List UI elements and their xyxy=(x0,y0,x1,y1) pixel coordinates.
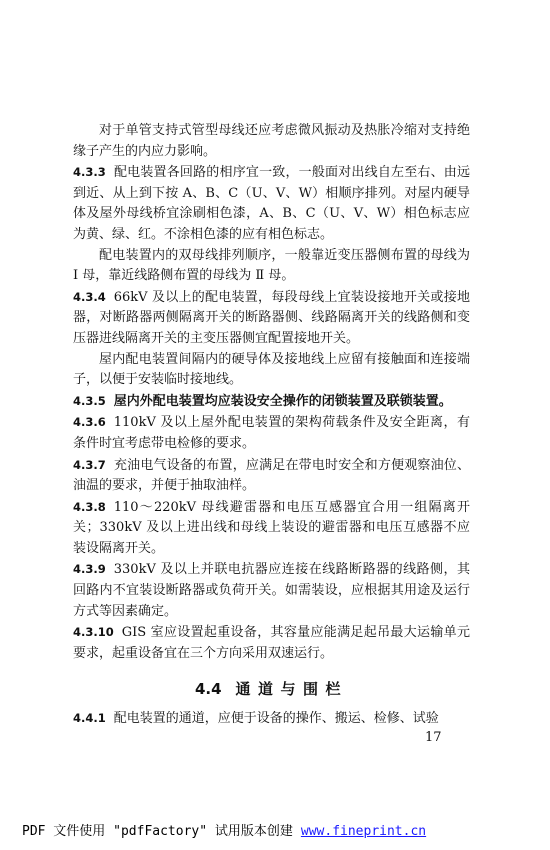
section-heading xyxy=(73,678,470,700)
clause-text: 配电装置的通道，应便于设备的操作、搬运、检修、试验 xyxy=(113,711,439,727)
clause-number: 4.3.9 xyxy=(73,562,106,577)
clause-text: 66kV 及以上的配电装置，每段母线上宜装设接地开关或接地器，对断路器两侧隔离开关的断路器侧、线路隔离开关的线路侧和变压器进线隔离开关的主变压器侧宜配置接地开关。 xyxy=(73,289,470,346)
page-number: 17 xyxy=(425,730,442,745)
paragraph xyxy=(73,350,470,391)
clause-4-3-8 xyxy=(73,497,470,560)
clause-4-3-4 xyxy=(73,287,470,350)
paragraph xyxy=(73,246,470,287)
clause-number: 4.3.4 xyxy=(73,289,106,304)
clause-text: 对于单管支持式管型母线还应考虑微风振动及热胀冷缩对支持绝缘子产生的内应力影响。 xyxy=(73,123,470,159)
clause-number: 4.3.7 xyxy=(73,457,106,472)
clause-text: 330kV 及以上并联电抗器应连接在线路断路器的线路侧，其回路内不宜装设断路器或负荷开关。如需装设，应根据其用途及运行方式等因素确定。 xyxy=(73,562,470,619)
clause-4-4-1 xyxy=(73,708,470,730)
clause-text: 屋内配电装置间隔内的硬导体及接地线上应留有接触面和连接端子，以便于安装临时接地线。 xyxy=(73,351,470,388)
section-title: 通道与围栏 xyxy=(235,680,349,699)
clause-4-3-10 xyxy=(73,622,470,664)
clause-4-3-3 xyxy=(73,162,470,245)
paragraphs-after-section xyxy=(73,708,470,730)
clause-4-3-6 xyxy=(73,412,470,454)
clause-number: 4.3.5 xyxy=(73,393,106,408)
clause-text: GIS 室应设置起重设备，其容量应能满足起吊最大运输单元要求，起重设备宜在三个方向采用双速运行。 xyxy=(73,625,470,661)
footer-link[interactable]: www.fineprint.cn xyxy=(300,824,427,839)
clause-number: 4.3.10 xyxy=(73,625,114,640)
paragraph xyxy=(73,121,470,162)
clause-number: 4.3.8 xyxy=(73,499,106,514)
footer-text: PDF 文件使用 "pdfFactory" 试用版本创建 xyxy=(22,824,293,839)
clause-4-3-5 xyxy=(73,391,470,413)
pdf-footer xyxy=(22,820,426,839)
clause-text: 配电装置各回路的相序宜一致，一般面对出线自左至右、由远到近、从上到下按 A、B、C（U、V、W）相顺序排列。对屋内硬导体及屋外母线桥宜涂刷相色漆，A、B、C（U、V、W）相色标志应为黄、绿、红。不涂相色漆的应有相色标志。 xyxy=(73,165,470,242)
clause-number: 4.4.1 xyxy=(73,711,106,726)
clause-text: 110～220kV 母线避雷器和电压互感器宜合用一组隔离开关；330kV 及以上进出线和母线上装设的避雷器和电压互感器不应装设隔离开关。 xyxy=(73,499,470,556)
page-content xyxy=(73,121,470,730)
clause-number: 4.3.6 xyxy=(73,415,106,430)
clause-text: 屋内外配电装置均应装设安全操作的闭锁装置及联锁装置。 xyxy=(113,393,452,409)
paragraphs-before-section xyxy=(73,121,470,664)
section-number: 4.4 xyxy=(194,680,222,699)
clause-4-3-7 xyxy=(73,455,470,497)
clause-text: 充油电气设备的布置，应满足在带电时安全和方便观察油位、油温的要求，并便于抽取油样。 xyxy=(73,457,470,494)
clause-4-3-9 xyxy=(73,559,470,622)
clause-number: 4.3.3 xyxy=(73,165,106,180)
clause-text: 配电装置内的双母线排列顺序，一般靠近变压器侧布置的母线为 Ⅰ 母，靠近线路侧布置的母线为 Ⅱ 母。 xyxy=(73,247,470,284)
clause-text: 110kV 及以上屋外配电装置的架构荷载条件及安全距离，有条件时宜考虑带电检修的要求。 xyxy=(73,415,470,451)
